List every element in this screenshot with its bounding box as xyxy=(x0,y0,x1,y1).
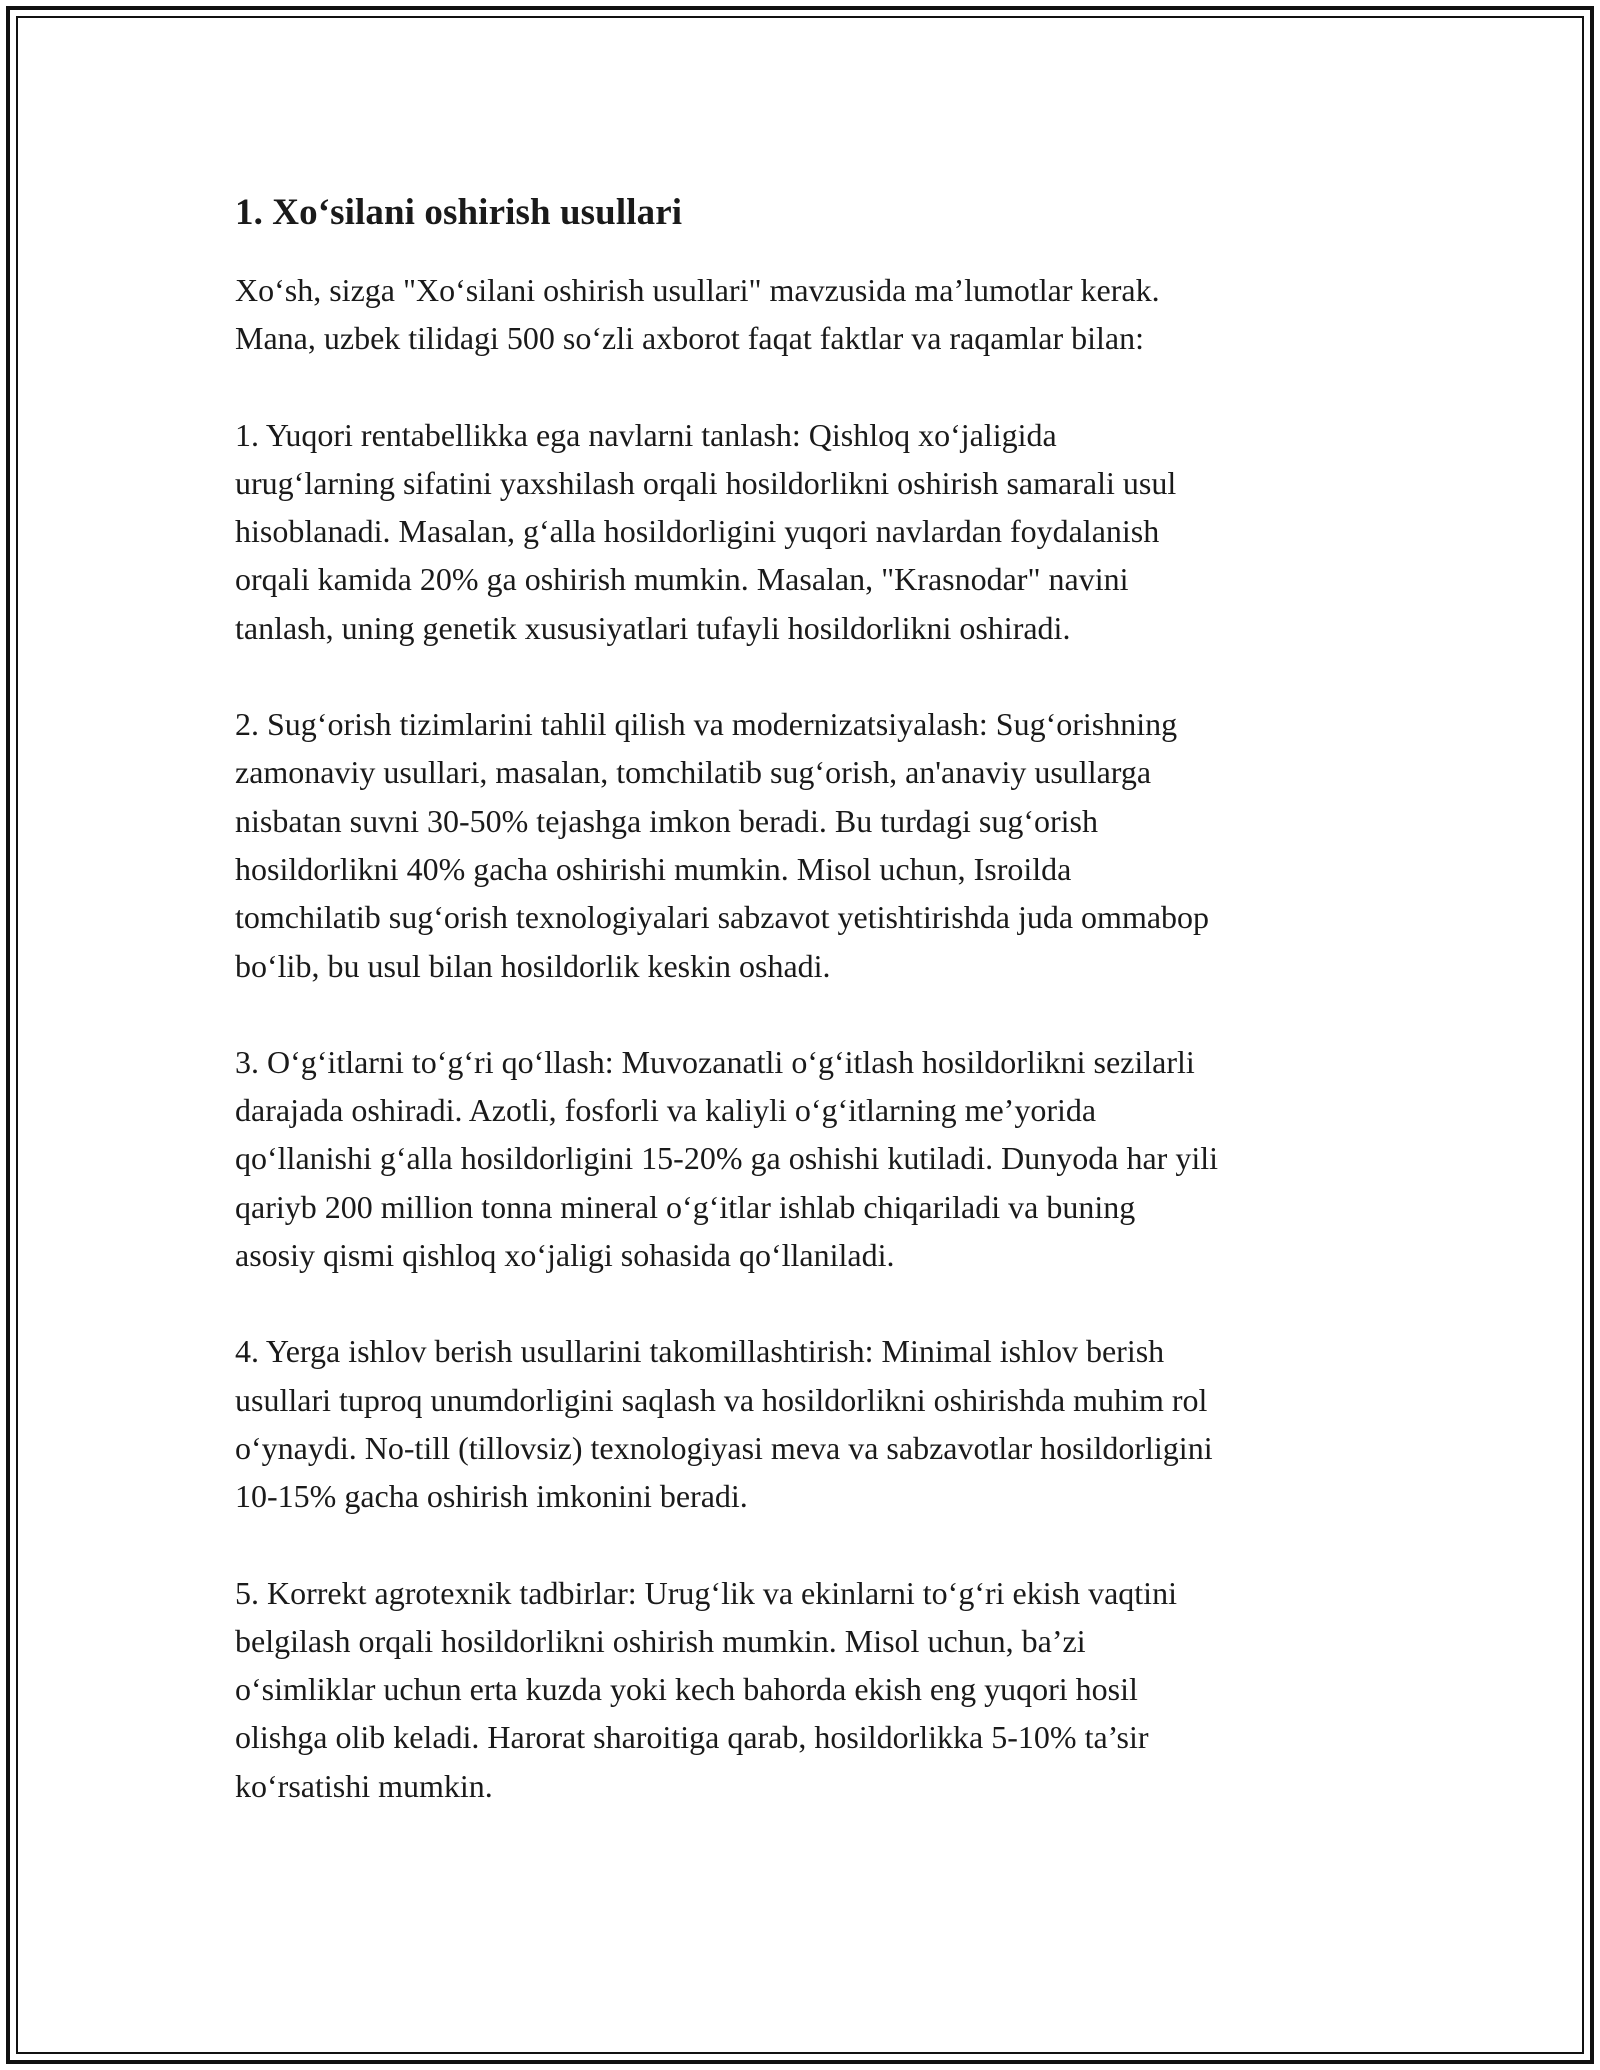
text-line: 2. Sug‘orish tizimlarini tahlil qilish va modernizatsiyalash: Sug‘orishning xyxy=(235,706,1178,743)
text-line: olishga olib keladi. Harorat sharoitiga qarab, hosildorlikka 5-10% ta’sir xyxy=(235,1719,1149,1756)
text-line: ko‘rsatishi mumkin. xyxy=(235,1767,493,1804)
paragraph-item-1 xyxy=(235,411,1385,652)
text-line: urug‘larning sifatini yaxshilash orqali hosildorlikni oshirish samarali usul xyxy=(235,464,1177,501)
text-line: orqali kamida 20% ga oshirish mumkin. Masalan, "Krasnodar" navini xyxy=(235,561,1129,598)
text-line: bo‘lib, bu usul bilan hosildorlik keskin oshadi. xyxy=(235,947,831,984)
text-line: nisbatan suvni 30-50% tejashga imkon beradi. Bu turdagi sug‘orish xyxy=(235,802,1098,839)
text-line: 5. Korrekt agrotexnik tadbirlar: Urug‘lik va ekinlarni to‘g‘ri ekish vaqtini xyxy=(235,1574,1177,1611)
text-line: 10-15% gacha oshirish imkonini beradi. xyxy=(235,1478,748,1515)
text-line: qariyb 200 million tonna mineral o‘g‘itlar ishlab chiqariladi va buning xyxy=(235,1188,1136,1225)
text-line: usullari tuproq unumdorligini saqlash va hosildorlikni oshirishda muhim rol xyxy=(235,1381,1208,1418)
document-title: 1. Xo‘silani oshirish usullari xyxy=(235,192,683,233)
text-line: hisoblanadi. Masalan, g‘alla hosildorligini yuqori navlardan foydalanish xyxy=(235,513,1160,550)
text-line: 1. Yuqori rentabellikka ega navlarni tanlash: Qishloq xo‘jaligida xyxy=(235,416,1057,453)
document-body xyxy=(235,188,1385,1810)
paragraph-item-2 xyxy=(235,700,1385,990)
text-line: tanlash, uning genetik xususiyatlari tufayli hosildorlikni oshiradi. xyxy=(235,609,1071,646)
text-line: 3. O‘g‘itlarni to‘g‘ri qo‘llash: Muvozanatli o‘g‘itlash hosildorlikni sezilarli xyxy=(235,1043,1195,1080)
text-line: asosiy qismi qishloq xo‘jaligi sohasida qo‘llaniladi. xyxy=(235,1237,895,1274)
text-line: Xo‘sh, sizga "Xo‘silani oshirish usullari" mavzusida ma’lumotlar kerak. xyxy=(235,272,1160,308)
paragraph-intro xyxy=(235,266,1385,363)
text-line: zamonaviy usullari, masalan, tomchilatib sug‘orish, an'anaviy usullarga xyxy=(235,754,1152,791)
text-line: Mana, uzbek tilidagi 500 so‘zli axborot faqat faktlar va raqamlar bilan: xyxy=(235,320,1144,357)
text-line: qo‘llanishi g‘alla hosildorligini 15-20% ga oshishi kutiladi. Dunyoda har yili xyxy=(235,1140,1218,1177)
text-line: o‘simliklar uchun erta kuzda yoki kech bahorda ekish eng yuqori hosil xyxy=(235,1671,1138,1708)
text-line: 4. Yerga ishlov berish usullarini takomillashtirish: Minimal ishlov berish xyxy=(235,1333,1165,1370)
text-line: o‘ynaydi. No-till (tillovsiz) texnologiyasi meva va sabzavotlar hosildorligini xyxy=(235,1429,1213,1466)
paragraph-item-4 xyxy=(235,1327,1385,1520)
text-line: darajada oshiradi. Azotli, fosforli va kaliyli o‘g‘itlarning me’yorida xyxy=(235,1092,1097,1129)
paragraph-item-3 xyxy=(235,1038,1385,1279)
text-line: tomchilatib sug‘orish texnologiyalari sabzavot yetishtirishda juda ommabop xyxy=(235,899,1210,936)
paragraph-item-5 xyxy=(235,1569,1385,1810)
text-line: belgilash orqali hosildorlikni oshirish mumkin. Misol uchun, ba’zi xyxy=(235,1622,1086,1659)
text-line: hosildorlikni 40% gacha oshirishi mumkin. Misol uchun, Isroilda xyxy=(235,850,1072,887)
